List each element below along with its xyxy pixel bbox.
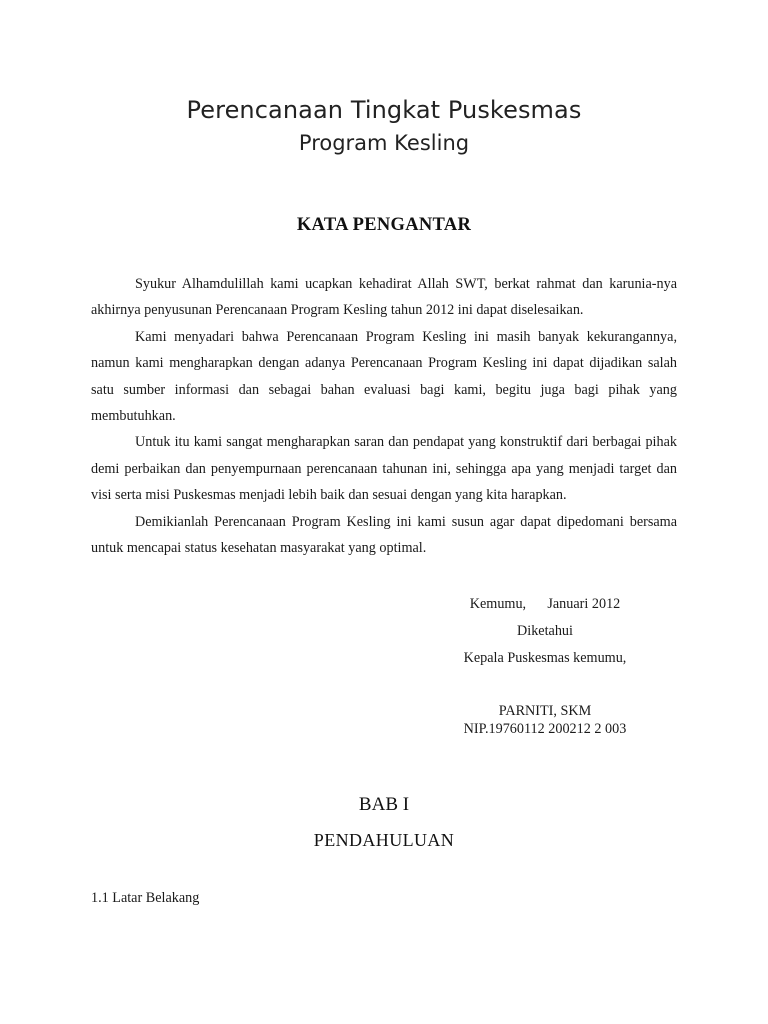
signature-acknowledged: Diketahui bbox=[517, 623, 573, 639]
signature-place-date: Kemumu, Januari 2012 bbox=[469, 596, 621, 612]
paragraph: Untuk itu kami sangat mengharapkan saran dan pendapat yang konstruktif dari berbagai pihak demi perbaikan dan penyempurnaan perencanaan tahunan ini, sehingga apa yang menjadi target dan visi serta misi Puskesmas menjadi lebih baik dan sesuai dengan yang kita harapkan. bbox=[91, 434, 677, 504]
chapter-title: PENDAHULUAN bbox=[313, 830, 455, 850]
paragraph: Demikianlah Perencanaan Program Kesling ini kami susun agar dapat dipedomani bersama untuk mencapai status kesehatan masyarakat yang optimal. bbox=[91, 513, 677, 557]
signature-name: PARNITI, SKM bbox=[498, 703, 592, 719]
foreword-body bbox=[91, 271, 677, 561]
chapter-number: BAB I bbox=[358, 794, 410, 815]
foreword-heading: KATA PENGANTAR bbox=[296, 215, 472, 235]
document-title: Perencanaan Tingkat Puskesmas bbox=[186, 96, 582, 124]
signature-nip: NIP.19760112 200212 2 003 bbox=[463, 721, 627, 737]
signature-position: Kepala Puskesmas kemumu, bbox=[463, 650, 627, 666]
section-heading: 1.1 Latar Belakang bbox=[91, 890, 200, 906]
document-subtitle: Program Kesling bbox=[298, 131, 470, 155]
paragraph: Kami menyadari bahwa Perencanaan Program Kesling ini masih banyak kekurangannya, namun kami mengharapkan dengan adanya Perencanaan Program Kesling ini dapat dijadikan salah satu sumber informasi dan sebagai bahan evaluasi bagi kami, begitu juga bagi pihak yang membutuhkan. bbox=[91, 328, 677, 425]
paragraph: Syukur Alhamdulillah kami ucapkan kehadirat Allah SWT, berkat rahmat dan karunia-nya akhirnya penyusunan Perencanaan Program Kesling tahun 2012 ini dapat diselesaikan. bbox=[91, 276, 677, 319]
